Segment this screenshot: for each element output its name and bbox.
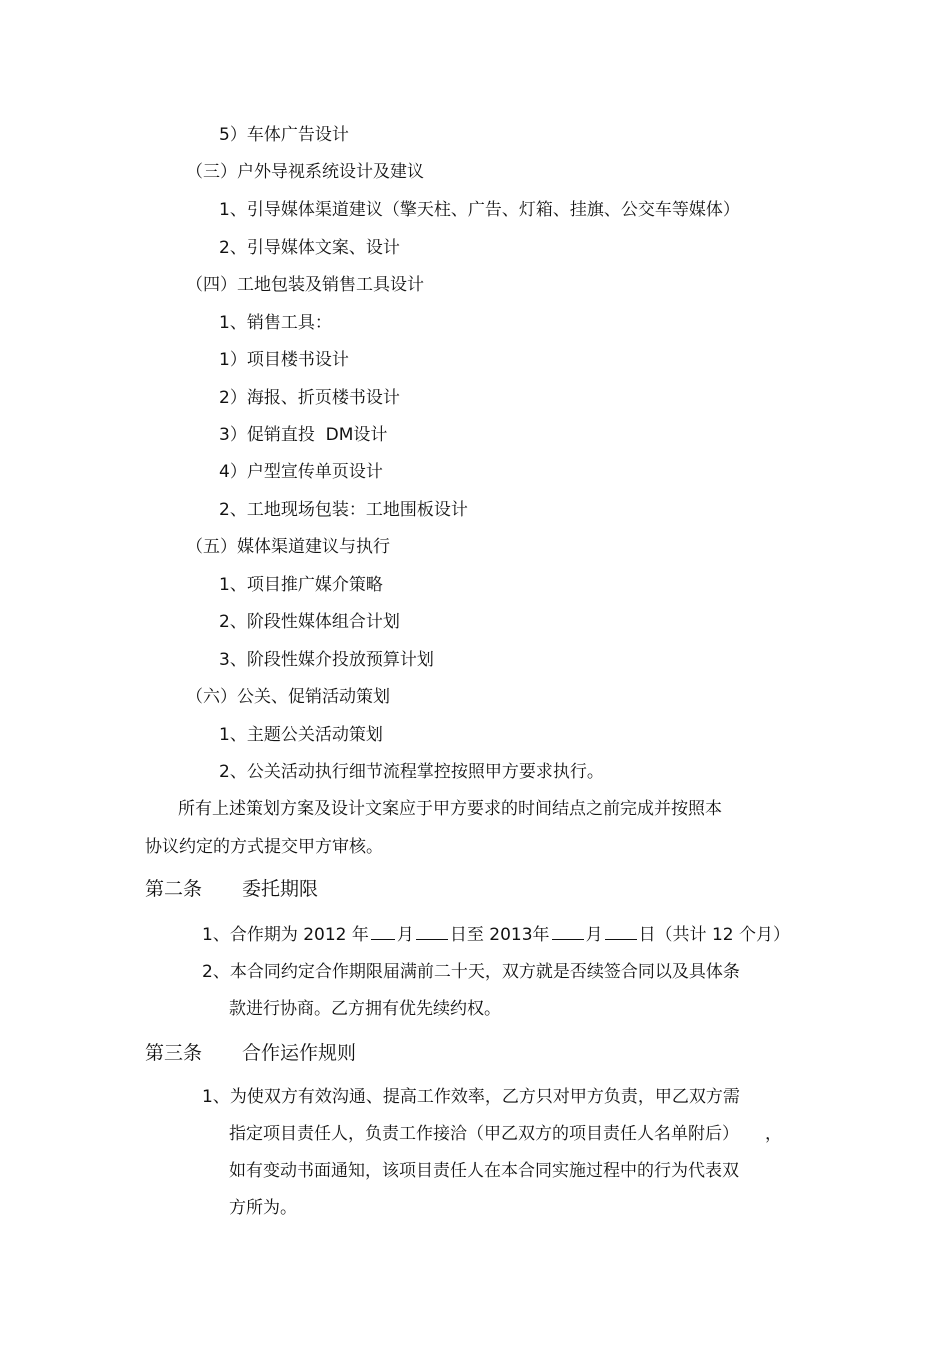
article-number: 第三条 — [145, 1042, 203, 1064]
list-item: 3、阶段性媒介投放预算计划 — [219, 650, 434, 670]
paragraph-line: 1、为使双方有效沟通、提高工作效率，乙方只对甲方负责，甲乙双方需 — [202, 1087, 740, 1107]
article-title: 合作运作规则 — [242, 1042, 357, 1064]
blank-field — [552, 923, 584, 940]
term-day: 日至 2013年 — [449, 925, 550, 945]
term-line — [202, 923, 790, 946]
list-item: 2、公关活动执行细节流程掌控按照甲方要求执行。 — [219, 762, 604, 782]
term-prefix: 1、合作期为 2012 年 — [202, 925, 369, 945]
list-item: 2、阶段性媒体组合计划 — [219, 612, 400, 632]
list-item: 1）项目楼书设计 — [219, 350, 349, 370]
paragraph-line: 所有上述策划方案及设计文案应于甲方要求的时间结点之前完成并按照本 — [178, 799, 722, 819]
list-item: 2）海报、折页楼书设计 — [219, 388, 400, 408]
list-item: 3）促销直投 DM设计 — [219, 425, 388, 445]
paragraph-line — [229, 1123, 782, 1145]
list-item: 1、项目推广媒介策略 — [219, 575, 383, 595]
section-heading: （三）户外导视系统设计及建议 — [186, 162, 424, 182]
list-item: 1、引导媒体渠道建议（擎天柱、广告、灯箱、挂旗、公交车等媒体） — [219, 200, 740, 220]
term-month: 月 — [396, 925, 414, 945]
blank-field — [416, 923, 448, 940]
list-item: 1、主题公关活动策划 — [219, 725, 383, 745]
article-heading — [145, 1041, 356, 1065]
paragraph-line: 款进行协商。乙方拥有优先续约权。 — [229, 999, 501, 1019]
section-heading: （六）公关、促销活动策划 — [186, 687, 390, 707]
paragraph-line: 如有变动书面通知，该项目责任人在本合同实施过程中的行为代表双 — [229, 1161, 739, 1181]
paragraph-text: 指定项目责任人，负责工作接洽（甲乙双方的项目责任人名单附后） — [229, 1124, 739, 1144]
section-heading: （四）工地包装及销售工具设计 — [186, 275, 424, 295]
blank-field — [371, 923, 395, 940]
list-item: 1、销售工具： — [219, 313, 332, 333]
list-item: 2、引导媒体文案、设计 — [219, 238, 400, 258]
list-item: 2、工地现场包装：工地围板设计 — [219, 500, 468, 520]
article-title: 委托期限 — [242, 878, 319, 900]
paragraph-line: 方所为。 — [229, 1198, 297, 1218]
paragraph-line: 2、本合同约定合作期限届满前二十天，双方就是否续签合同以及具体条 — [202, 962, 740, 982]
section-heading: （五）媒体渠道建议与执行 — [186, 537, 390, 557]
list-item: 5）车体广告设计 — [219, 125, 349, 145]
list-item: 4）户型宣传单页设计 — [219, 462, 383, 482]
paragraph-line: 协议约定的方式提交甲方审核。 — [145, 837, 383, 857]
trailing-comma: ， — [765, 1124, 782, 1144]
term-day: 日（共计 12 个月） — [638, 925, 791, 945]
blank-field — [605, 923, 637, 940]
article-heading — [145, 877, 318, 901]
article-number: 第二条 — [145, 878, 203, 900]
term-month: 月 — [585, 925, 603, 945]
